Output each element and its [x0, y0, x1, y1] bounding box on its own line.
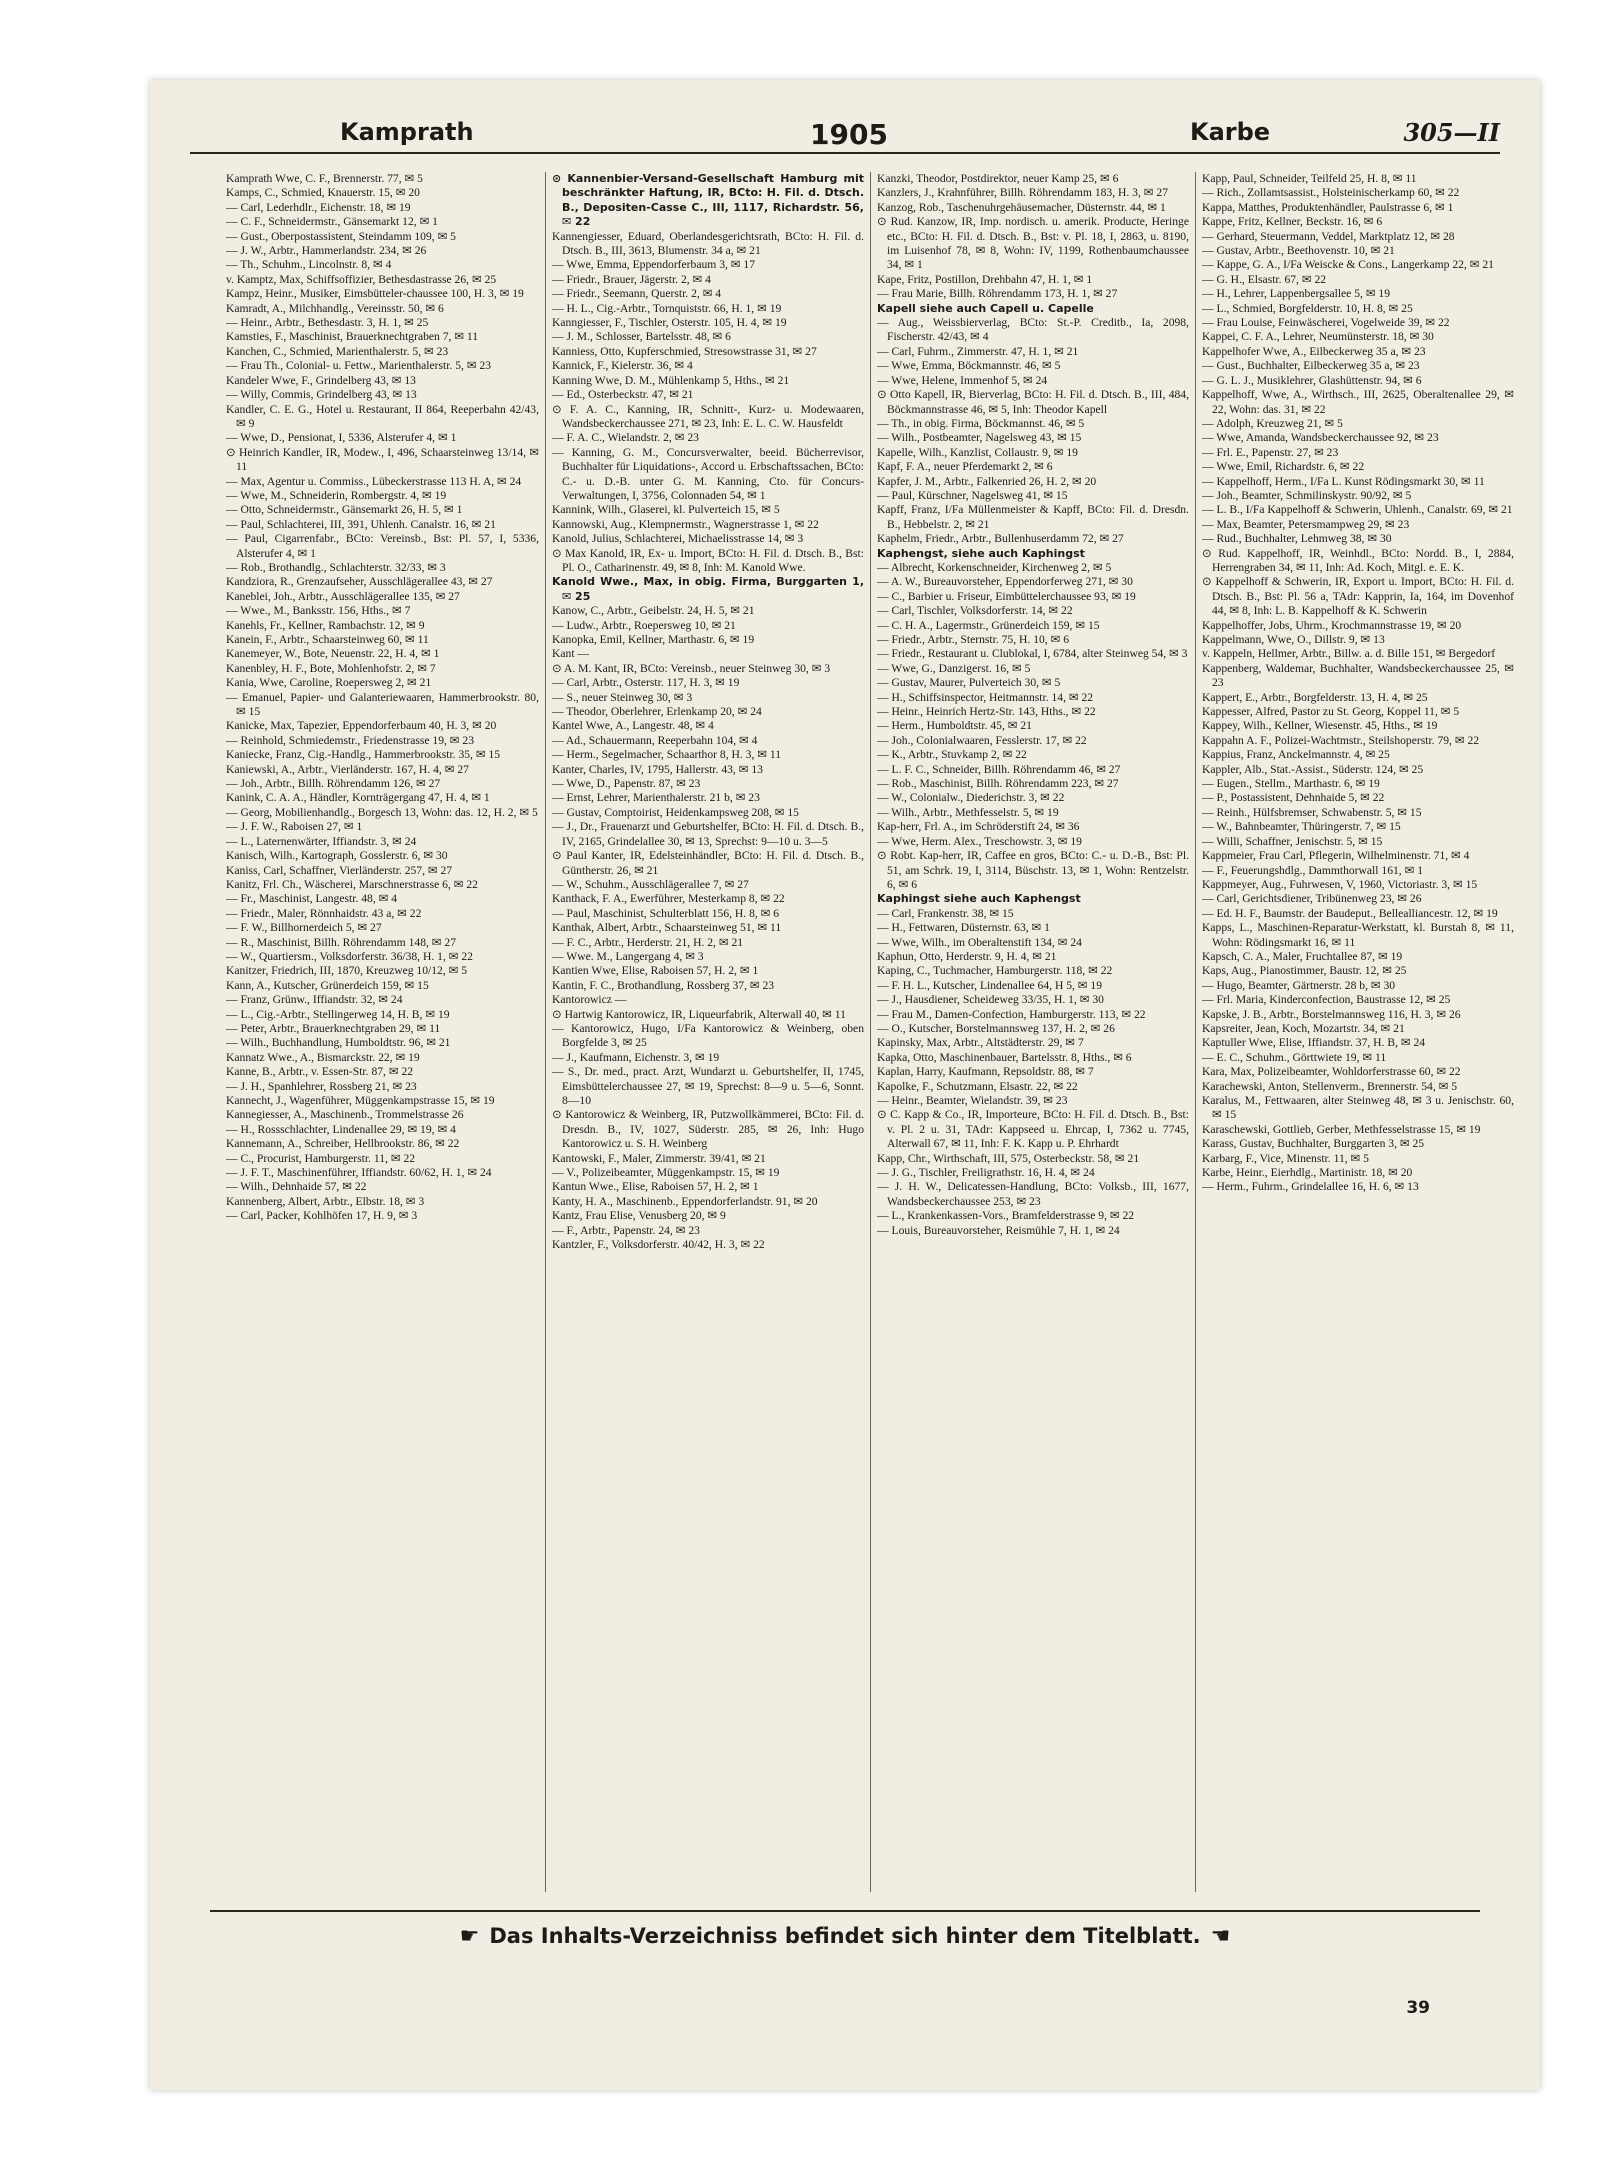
column-3 [870, 172, 1195, 1892]
directory-entry: — Max, Beamter, Petersmampweg 29, ✉ 23 [1202, 517, 1410, 531]
directory-entry: — Wilh., Buchhandlung, Humboldtstr. 96, ✉ 21 [226, 1036, 451, 1050]
directory-entry: Kannecht, J., Wagenführer, Müggenkampstrasse 15, ✉ 19 [226, 1094, 495, 1107]
directory-entry: Kaplan, Harry, Kaufmann, Repsoldstr. 88, ✉ 7 [877, 1065, 1094, 1079]
directory-entry: Kannemann, A., Schreiber, Hellbrookstr. 86, ✉ 22 [226, 1137, 460, 1151]
directory-entry: Kanink, C. A. A., Händler, Kornträgergang 47, H. 4, ✉ 1 [226, 791, 490, 805]
directory-entry: Karalus, M., Fettwaaren, alter Steinweg 48, ✉ 3 u. Jenischstr. 60, ✉ 15 [1202, 1094, 1514, 1122]
directory-entry: Kanning Wwe, D. M., Mühlenkamp 5, Hths., ✉ 21 [552, 373, 790, 387]
directory-entry: — Friedr., Restaurant u. Clublokal, I, 6784, alter Steinweg 54, ✉ 3 [877, 647, 1188, 661]
directory-entry: — Th., Schuhm., Lincolnstr. 8, ✉ 4 [226, 258, 392, 272]
directory-entry: ⊙ Robt. Kap-herr, IR, Caffee en gros, BCto: C.- u. D.-B., Bst: Pl. 51, am Schrk. 19, I, 3114, Büschstr. 13, ✉ 1, Wohn: Rentzelstr. 6, ✉ 6 [877, 849, 1189, 891]
directory-entry: — Georg, Mobilienhandlg., Borgesch 13, Wohn: das. 12, H. 2, ✉ 5 [226, 805, 538, 819]
column-4 [1195, 172, 1520, 1892]
directory-entry: — Wilh., Arbtr., Methfesselstr. 5, ✉ 19 [877, 805, 1059, 819]
directory-entry: Kanein, F., Arbtr., Schaarsteinweg 60, ✉ 11 [226, 633, 429, 646]
directory-entry: Kaphelm, Friedr., Arbtr., Bullenhuserdamm 72, ✉ 27 [877, 532, 1124, 546]
directory-entry: — F., Feuerungshdlg., Dammthorwall 161, ✉ 1 [1202, 863, 1423, 877]
directory-entry: — Heinr., Beamter, Wielandstr. 39, ✉ 23 [877, 1094, 1068, 1107]
directory-entry: — Hugo, Beamter, Gärtnerstr. 28 b, ✉ 30 [1202, 978, 1396, 992]
directory-entry: Kanow, C., Arbtr., Geibelstr. 24, H. 5, ✉ 21 [552, 604, 755, 618]
directory-entry: — Aug., Weissbierverlag, BCto: St.-P. Creditb., Ia, 2098, Fischerstr. 42/43, ✉ 4 [877, 316, 1189, 344]
directory-entry: — Theodor, Oberlehrer, Erlenkamp 20, ✉ 24 [552, 705, 762, 719]
directory-entry: — Wwe, Emil, Richardstr. 6, ✉ 22 [1202, 460, 1365, 474]
directory-entry: — Herm., Segelmacher, Schaarthor 8, H. 3, ✉ 11 [552, 748, 782, 762]
directory-entry: — Gustav, Arbtr., Beethovenstr. 10, ✉ 21 [1202, 244, 1395, 258]
directory-entry: Kappe, Fritz, Kellner, Beckstr. 16, ✉ 6 [1202, 215, 1383, 229]
directory-entry: — W., Bahnbeamter, Thüringerstr. 7, ✉ 15 [1202, 820, 1401, 834]
directory-entry: Kanne, B., Arbtr., v. Essen-Str. 87, ✉ 22 [226, 1065, 414, 1079]
directory-entry: — Wwe, Helene, Immenhof 5, ✉ 24 [877, 373, 1048, 387]
directory-entry: Kanitzer, Friedrich, III, 1870, Kreuzweg 10/12, ✉ 5 [226, 964, 468, 978]
directory-entry: — Wwe, Wilh., im Oberaltenstift 134, ✉ 24 [877, 935, 1082, 949]
directory-entry: Kannegiesser, A., Maschinenb., Trommelstrasse 26 [226, 1108, 464, 1122]
directory-entry: Kaptuller Wwe, Elise, Iffiandstr. 37, H. B, ✉ 24 [1202, 1036, 1426, 1050]
directory-entry: Kanicke, Max, Tapezier, Eppendorferbaum 40, H. 3, ✉ 20 [226, 719, 497, 733]
directory-entry: Kapinsky, Max, Arbtr., Altstädterstr. 29, ✉ 7 [877, 1036, 1084, 1050]
directory-entry: — C., Procurist, Hamburgerstr. 11, ✉ 22 [226, 1151, 416, 1165]
directory-entry: ⊙ Otto Kapell, IR, Bierverlag, BCto: H. Fil. d. Dtsch. B., III, 484, Böckmannstrasse 46, ✉ 5, Inh: Theodor Kapell [877, 388, 1189, 416]
directory-entry: — Wilh., Postbeamter, Nagelsweg 43, ✉ 15 [877, 431, 1082, 445]
directory-entry: — Adolph, Kreuzweg 21, ✉ 5 [1202, 416, 1343, 430]
directory-entry: — Joh., Arbtr., Billh. Röhrendamm 126, ✉ 27 [226, 777, 441, 791]
directory-entry: Kaphun, Otto, Herderstr. 9, H. 4, ✉ 21 [877, 949, 1057, 963]
directory-entry: — Paul, Cigarrenfabr., BCto: Vereinsb., Bst: Pl. 57, I, 5336, Alsterufer 4, ✉ 1 [226, 532, 539, 560]
directory-entry: Karachewski, Anton, Stellenverm., Brennerstr. 54, ✉ 5 [1202, 1079, 1458, 1093]
directory-entry: Karass, Gustav, Buchhalter, Burggarten 3, ✉ 25 [1202, 1137, 1425, 1151]
directory-entry: Kapff, Franz, I/Fa Müllenmeister & Kapff, BCto: Fil. d. Dresdn. B., Hebbelstr. 2, ✉ 21 [877, 503, 1189, 531]
directory-entry: ⊙ A. M. Kant, IR, BCto: Vereinsb., neuer Steinweg 30, ✉ 3 [552, 661, 831, 675]
directory-entry: Kamsties, F., Maschinist, Brauerknechtgraben 7, ✉ 11 [226, 330, 479, 344]
directory-entry: — Th., in obig. Firma, Böckmannst. 46, ✉ 5 [877, 416, 1085, 430]
directory-entry: v. Kappeln, Hellmer, Arbtr., Billw. a. d. Bille 151, ✉ Bergedorf [1202, 647, 1496, 661]
directory-entry: Kapfer, J. M., Arbtr., Falkenried 26, H. 2, ✉ 20 [877, 474, 1097, 488]
directory-entry: — L., Krankenkassen-Vors., Bramfelderstrasse 9, ✉ 22 [877, 1209, 1135, 1223]
directory-entry: Kamprath Wwe, C. F., Brennerstr. 77, ✉ 5 [226, 172, 423, 185]
header-year: 1905 [810, 118, 888, 151]
directory-entry: — J., Kaufmann, Eichenstr. 3, ✉ 19 [552, 1050, 720, 1064]
directory-entry: — H., Schiffsinspector, Heitmannstr. 14, ✉ 22 [877, 690, 1094, 704]
directory-entry: — W., Schuhm., Ausschlägerallee 7, ✉ 27 [552, 877, 749, 891]
directory-entry: — Louis, Bureauvorsteher, Reismühle 7, H. 1, ✉ 24 [877, 1223, 1120, 1237]
directory-entry: Kap-herr, Frl. A., im Schröderstift 24, ✉ 36 [877, 820, 1080, 834]
directory-entry: — L., Schmied, Borgfelderstr. 10, H. 8, ✉ 25 [1202, 301, 1413, 315]
page-header [190, 118, 1500, 154]
directory-entry: — Gustav, Maurer, Pulverteich 30, ✉ 5 [877, 676, 1061, 690]
directory-entry: ⊙ Max Kanold, IR, Ex- u. Import, BCto: H. Fil. d. Dtsch. B., Bst: Pl. O., Catharinenstr. 49, ✉ 8, Inh: M. Kanold Wwe. [552, 546, 864, 574]
directory-entry: — J. H., Spanhlehrer, Rossberg 21, ✉ 23 [226, 1079, 417, 1093]
directory-entry: Kantz, Frau Elise, Venusberg 20, ✉ 9 [552, 1209, 726, 1223]
directory-entry: — E. C., Schuhm., Görttwiete 19, ✉ 11 [1202, 1050, 1387, 1064]
directory-entry: — L. F. C., Schneider, Billh. Röhrendamm 46, ✉ 27 [877, 762, 1121, 776]
directory-entry: Kanthack, F. A., Ewerführer, Mesterkamp 8, ✉ 22 [552, 892, 785, 906]
directory-entry: ⊙ C. Kapp & Co., IR, Importeure, BCto: H. Fil. d. Dtsch. B., Bst: v. Pl. 2 u. 31, TAdr: Kappseed u. Ehrcap, I, 7362 u. 7745, Alterwall 67, ✉ 11, Inh: F. K. Kapp u. P. Ehrhardt [877, 1108, 1189, 1151]
directory-entry: Kannowski, Aug., Klempnermstr., Wagnerstrasse 1, ✉ 22 [552, 517, 819, 531]
directory-entry: — Albrecht, Korkenschneider, Kirchenweg 2, ✉ 5 [877, 560, 1112, 574]
directory-entry: — Frau Marie, Billh. Röhrendamm 173, H. 1, ✉ 27 [877, 287, 1118, 301]
directory-entry: Kapf, F. A., neuer Pferdemarkt 2, ✉ 6 [877, 460, 1053, 474]
directory-entry: Kanisch, Wilh., Kartograph, Gosslerstr. 6, ✉ 30 [226, 849, 448, 863]
directory-entry: Kantun Wwe., Elise, Raboisen 57, H. 2, ✉ 1 [552, 1180, 759, 1194]
directory-entry: Kappahn A. F., Polizei-Wachtmstr., Steilshoperstr. 79, ✉ 22 [1202, 733, 1480, 747]
directory-entry: — Gustav, Comptoirist, Heidenkampsweg 208, ✉ 15 [552, 805, 799, 819]
directory-entry: Kappenberg, Waldemar, Buchhalter, Wandsbeckerchaussee 25, ✉ 23 [1202, 661, 1514, 690]
directory-entry: Kapsch, C. A., Maler, Fruchtallee 87, ✉ 19 [1202, 949, 1403, 963]
directory-entry: — G. H., Elsastr. 67, ✉ 22 [1202, 272, 1327, 286]
directory-entry: Kappmeier, Frau Carl, Pflegerin, Wilhelminenstr. 71, ✉ 4 [1202, 849, 1470, 863]
directory-entry: — F. A. C., Wielandstr. 2, ✉ 23 [552, 431, 699, 445]
directory-entry: — C. F., Schneidermstr., Gänsemarkt 12, ✉ 1 [226, 215, 438, 229]
directory-entry: — S., neuer Steinweg 30, ✉ 3 [552, 690, 693, 704]
directory-entry: — C., Barbier u. Friseur, Eimbüttelerchaussee 93, ✉ 19 [877, 589, 1136, 603]
directory-entry: — W., Quartiersm., Volksdorferstr. 36/38, H. 1, ✉ 22 [226, 949, 473, 963]
directory-entry: ⊙ Heinrich Kandler, IR, Modew., I, 496, Schaarsteinweg 13/14, ✉ 11 [226, 445, 539, 474]
directory-entry: Kappmeyer, Aug., Fuhrwesen, V, 1960, Victoriastr. 3, ✉ 15 [1202, 877, 1478, 891]
directory-entry: — Carl, Gerichtsdiener, Tribünenweg 23, ✉ 26 [1202, 892, 1422, 906]
directory-entry: v. Kamptz, Max, Schiffsoffizier, Bethesdastrasse 26, ✉ 25 [226, 272, 497, 286]
directory-entry: — Franz, Grünw., Iffiandstr. 32, ✉ 24 [226, 993, 403, 1007]
header-first-name: Kamprath [340, 118, 474, 146]
directory-entry: Kappei, C. F. A., Lehrer, Neumünsterstr. 18, ✉ 30 [1202, 330, 1434, 344]
directory-entry: — P., Postassistent, Dehnhaide 5, ✉ 22 [1202, 791, 1385, 805]
directory-entry: Kaping, C., Tuchmacher, Hamburgerstr. 118, ✉ 22 [877, 964, 1113, 978]
directory-entry: — Rob., Brothandlg., Schlachterstr. 32/33, ✉ 3 [226, 560, 446, 574]
footer-rule [210, 1910, 1480, 1912]
directory-entry: — Carl, Packer, Kohlhöfen 17, H. 9, ✉ 3 [226, 1209, 418, 1223]
footer-notice [150, 1924, 1540, 1949]
directory-entry: — Wwe. M., Langergang 4, ✉ 3 [552, 949, 704, 963]
directory-entry: — Wwe, Amanda, Wandsbeckerchaussee 92, ✉ 23 [1202, 431, 1439, 445]
directory-entry: Kaniewski, A., Arbtr., Vierländerstr. 167, H. 4, ✉ 27 [226, 762, 469, 776]
directory-entry: — J., Hausdiener, Scheideweg 33/35, H. 1, ✉ 30 [877, 993, 1104, 1007]
directory-entry: Karaschewski, Gottlieb, Gerber, Methfesselstrasse 15, ✉ 19 [1202, 1122, 1481, 1136]
directory-entry: — Frau Louise, Feinwäscherei, Vogelweide 39, ✉ 22 [1202, 316, 1450, 330]
directory-entry: Kanty, H. A., Maschinenb., Eppendorferlandstr. 91, ✉ 20 [552, 1194, 818, 1208]
directory-entry: — Wilh., Dehnhaide 57, ✉ 22 [226, 1180, 367, 1194]
directory-entry: — Kappe, G. A., I/Fa Weiscke & Cons., Langerkamp 22, ✉ 21 [1202, 258, 1494, 272]
directory-entry: Kapske, J. B., Arbtr., Borstelmannsweg 116, H. 3, ✉ 26 [1202, 1007, 1461, 1021]
directory-entry: Kanemeyer, W., Bote, Neuenstr. 22, H. 4, ✉ 1 [226, 647, 440, 661]
directory-entry: Kaniecke, Franz, Cig.-Handlg., Hammerbrookstr. 35, ✉ 15 [226, 748, 501, 762]
directory-entry: — O., Kutscher, Borstelmannsweg 137, H. 2, ✉ 26 [877, 1021, 1115, 1035]
directory-entry: — V., Polizeibeamter, Müggenkampstr. 15, ✉ 19 [552, 1166, 780, 1180]
footer-page-number: 39 [1406, 1998, 1430, 2018]
directory-entry: Kapps, L., Maschinen-Reparatur-Werkstatt, kl. Burstah 8, ✉ 11, Wohn: Rödingsmarkt 16, ✉ 11 [1202, 921, 1514, 949]
directory-entry: — Kanning, G. M., Concursverwalter, beeid. Bücherrevisor, Buchhalter für Liquidations-, Accord u. Erbschaftssachen, BCto: C.- u. D.-B. unter G. M. Kanning, Cto. für Concurs-Verwaltungen, I, 3756, Colonnaden 54, ✉ 1 [552, 445, 864, 502]
directory-entry: Kantowski, F., Maler, Zimmerstr. 39/41, ✉ 21 [552, 1151, 766, 1165]
directory-entry: Kannink, Wilh., Glaserei, kl. Pulverteich 15, ✉ 5 [552, 503, 780, 517]
directory-entry: — A. W., Bureauvorsteher, Eppendorferweg 271, ✉ 30 [877, 575, 1133, 589]
directory-entry: Kara, Max, Polizeibeamter, Wohldorferstrasse 60, ✉ 22 [1202, 1065, 1461, 1079]
directory-entry: Kappelhofer Wwe, A., Eilbeckerweg 35 a, ✉ 23 [1202, 344, 1426, 358]
directory-entry: ⊙ Kannenbier-Versand-Gesellschaft Hamburg mit beschränkter Haftung, IR, BCto: H. Fil. d. Dtsch. B., Depositen-Casse C., III, 1117, Richardstr. 56, ✉ 22 [552, 172, 864, 229]
directory-entry: — J., Dr., Frauenarzt und Geburtshelfer, BCto: H. Fil. d. Dtsch. B., IV, 2165, Grindelallee 30, ✉ 13, Sprechst: 9—10 u. 3—5 [552, 820, 864, 848]
directory-entry: — J. F. W., Raboisen 27, ✉ 1 [226, 820, 363, 834]
directory-entry: — Friedr., Seemann, Querstr. 2, ✉ 4 [552, 287, 722, 301]
directory-entry: — Joh., Beamter, Schmilinskystr. 90/92, ✉ 5 [1202, 488, 1412, 502]
directory-entry: Kanold Wwe., Max, in obig. Firma, Burggarten 1, ✉ 25 [552, 575, 864, 603]
directory-entry: Kannenberg, Albert, Arbtr., Elbstr. 18, ✉ 3 [226, 1194, 425, 1208]
directory-entry: — Friedr., Brauer, Jägerstr. 2, ✉ 4 [552, 272, 711, 286]
directory-entry: ⊙ Kappelhoff & Schwerin, IR, Export u. Import, BCto: H. Fil. d. Dtsch. B., Bst: Pl. 56 a, TAdr: Kapprin, Ia, 164, im Dovenhof 44, ✉ 8, Inh: L. B. Kappelhoff & K. Schwerin [1202, 575, 1514, 618]
directory-entry: — W., Colonialw., Diederichstr. 3, ✉ 22 [877, 791, 1065, 805]
directory-entry: Kantel Wwe, A., Langestr. 48, ✉ 4 [552, 719, 714, 733]
directory-entry: — Ludw., Arbtr., Roepersweg 10, ✉ 21 [552, 618, 736, 632]
directory-entry: — Heinr., Heinrich Hertz-Str. 143, Hths., ✉ 22 [877, 705, 1096, 719]
directory-entry: — H., Fettwaren, Düsternstr. 63, ✉ 1 [877, 921, 1050, 935]
directory-entry: Kanchen, C., Schmied, Marienthalerstr. 5, ✉ 23 [226, 344, 449, 358]
directory-entry: Kandeler Wwe, F., Grindelberg 43, ✉ 13 [226, 373, 416, 387]
directory-entry: ⊙ Hartwig Kantorowicz, IR, Liqueurfabrik, Alterwall 40, ✉ 11 [552, 1007, 846, 1021]
directory-entry: — S., Dr. med., pract. Arzt, Wundarzt u. Geburtshelfer, II, 1745, Eimsbüttelerchaussee 27, ✉ 19, Sprechst: 8—9 u. 5—6, Sonnt. 8—10 [552, 1065, 864, 1107]
directory-entry: Kanold, Julius, Schlachterei, Michaelisstrasse 14, ✉ 3 [552, 532, 804, 546]
directory-entry: Kanthak, Albert, Arbtr., Schaarsteinweg 51, ✉ 11 [552, 921, 782, 935]
directory-entry: — Kantorowicz, Hugo, I/Fa Kantorowicz & Weinberg, oben Borgfelde 3, ✉ 25 [552, 1021, 864, 1050]
directory-entry: Kanter, Charles, IV, 1795, Hallerstr. 43, ✉ 13 [552, 762, 763, 776]
column-1 [220, 172, 545, 1892]
directory-entry: — Wwe, Emma, Böckmannstr. 46, ✉ 5 [877, 359, 1061, 373]
directory-entry: — F. C., Arbtr., Herderstr. 21, H. 2, ✉ 21 [552, 935, 744, 949]
directory-entry: — J. M., Schlosser, Bartelsstr. 48, ✉ 6 [552, 330, 731, 344]
directory-entry: Kaphengst, siehe auch Kaphingst [877, 546, 1085, 560]
directory-entry: Kamps, C., Schmied, Knauerstr. 15, ✉ 20 [226, 186, 420, 200]
directory-entry: ⊙ Kantorowicz & Weinberg, IR, Putzwollkämmerei, BCto: Fil. d. Dresdn. B., IV, 1027, Süderstr. 285, ✉ 26, Inh: Hugo Kantorowicz u. S. H. Weinberg [552, 1108, 864, 1151]
directory-entry: Kappelhoffer, Jobs, Uhrm., Krochmannstrasse 19, ✉ 20 [1202, 618, 1462, 632]
directory-entry: Kapp, Chr., Wirthschaft, III, 575, Osterbeckstr. 58, ✉ 21 [877, 1151, 1140, 1165]
directory-entry: — Heinr., Arbtr., Bethesdastr. 3, H. 1, ✉ 25 [226, 316, 429, 330]
directory-entry: Kant — [552, 647, 590, 661]
directory-entry: — Emanuel, Papier- und Galanteriewaaren, Hammerbrookstr. 80, ✉ 15 [226, 690, 539, 719]
directory-entry: Kannengiesser, Eduard, Oberlandesgerichtsrath, BCto: H. Fil. d. Dtsch. B., III, 3613, Blumenstr. 34 a, ✉ 21 [552, 229, 864, 258]
directory-entry: — Paul, Schlachterei, III, 391, Uhlenh. Canalstr. 16, ✉ 21 [226, 517, 496, 531]
directory-entry: Kanenbley, H. F., Bote, Mohlenhofstr. 2, ✉ 7 [226, 661, 436, 675]
pointing-hand-left-icon: ☚ [1210, 1924, 1231, 1949]
directory-entry: — Gerhard, Steuermann, Veddel, Marktplatz 12, ✉ 28 [1202, 229, 1455, 243]
directory-entry: Karbarg, F., Vice, Minenstr. 11, ✉ 5 [1202, 1151, 1369, 1165]
directory-entry: ⊙ Paul Kanter, IR, Edelsteinhändler, BCto: H. Fil. d. Dtsch. B., Güntherstr. 26, ✉ 21 [552, 849, 864, 877]
directory-entry: Kappey, Wilh., Kellner, Wiesenstr. 45, Hths., ✉ 19 [1202, 719, 1438, 733]
directory-entry: Kanngiesser, F., Tischler, Osterstr. 105, H. 4, ✉ 19 [552, 316, 787, 330]
directory-entry: — Friedr., Maler, Rönnhaidstr. 43 a, ✉ 22 [226, 906, 422, 920]
directory-entry: — Rich., Zollamtsassist., Holsteinischerkamp 60, ✉ 22 [1202, 186, 1460, 200]
directory-entry: — Ad., Schauermann, Reeperbahn 104, ✉ 4 [552, 733, 758, 747]
directory-entry: — Frl. Maria, Kinderconfection, Baustrasse 12, ✉ 25 [1202, 993, 1451, 1007]
directory-entry: — L., Laternenwärter, Iffiandstr. 3, ✉ 24 [226, 834, 417, 848]
directory-entry: — G. L. J., Musiklehrer, Glashüttenstr. 94, ✉ 6 [1202, 373, 1422, 387]
directory-entry: — Fr., Maschinist, Langestr. 48, ✉ 4 [226, 892, 398, 906]
directory-entry: — Wwe, G., Danzigerst. 16, ✉ 5 [877, 661, 1031, 675]
directory-entry: — H., Rossschlachter, Lindenallee 29, ✉ 19, ✉ 4 [226, 1122, 456, 1136]
directory-entry: — J. W., Arbtr., Hammerlandstr. 234, ✉ 26 [226, 244, 427, 258]
directory-entry: Kann, A., Kutscher, Grünerdeich 159, ✉ 15 [226, 978, 429, 992]
directory-entry: — H., Lehrer, Lappenbergsallee 5, ✉ 19 [1202, 287, 1391, 301]
directory-entry: — H. L., Cig.-Arbtr., Tornquiststr. 66, H. 1, ✉ 19 [552, 301, 782, 315]
directory-entry: Kantien Wwe, Elise, Raboisen 57, H. 2, ✉ 1 [552, 964, 759, 978]
directory-entry: Kappius, Franz, Anckelmannstr. 4, ✉ 25 [1202, 748, 1390, 762]
directory-entry: — R., Maschinist, Billh. Röhrendamm 148, ✉ 27 [226, 935, 456, 949]
directory-entry: Kampz, Heinr., Musiker, Eimsbütteler-chaussee 100, H. 3, ✉ 19 [226, 287, 524, 301]
directory-entry: Kamradt, A., Milchhandlg., Vereinsstr. 50, ✉ 6 [226, 301, 444, 315]
directory-entry: — Herm., Fuhrm., Grindelallee 16, H. 6, ✉ 13 [1202, 1180, 1419, 1194]
directory-page [150, 80, 1540, 2090]
directory-entry: Karbe, Heinr., Eierhdlg., Martinistr. 18, ✉ 20 [1202, 1166, 1413, 1180]
directory-entry: — Carl, Arbtr., Osterstr. 117, H. 3, ✉ 19 [552, 676, 740, 690]
directory-entry: — Paul, Maschinist, Schulterblatt 156, H. 8, ✉ 6 [552, 906, 780, 920]
directory-entry: — Reinh., Hülfsbremser, Schwabenstr. 5, ✉ 15 [1202, 805, 1422, 819]
directory-entry: — Eugen., Stellm., Marthastr. 6, ✉ 19 [1202, 777, 1380, 791]
directory-entry: Kaneblei, Joh., Arbtr., Ausschlägerallee 135, ✉ 27 [226, 589, 460, 603]
directory-entry: — Carl, Tischler, Volksdorferstr. 14, ✉ 22 [877, 604, 1073, 618]
directory-entry: — J. G., Tischler, Freiligrathstr. 16, H. 4, ✉ 24 [877, 1166, 1095, 1180]
column-2 [545, 172, 870, 1892]
directory-entry: — Paul, Kürschner, Nagelsweg 41, ✉ 15 [877, 488, 1068, 502]
directory-entry: — Kappelhoff, Herm., I/Fa L. Kunst Rödingsmarkt 30, ✉ 11 [1202, 474, 1485, 488]
directory-entry: — J. H. W., Delicatessen-Handlung, BCto: Volksb., III, 1677, Wandsbeckerchaussee 253, ✉ 23 [877, 1180, 1189, 1208]
directory-entry: Kappert, E., Arbtr., Borgfelderstr. 13, H. 4, ✉ 25 [1202, 690, 1428, 704]
directory-entry: — Wwe, D., Papenstr. 87, ✉ 23 [552, 777, 701, 791]
directory-entry: — Ed. H. F., Baumstr. der Baudeput., Bellealliancestr. 12, ✉ 19 [1202, 906, 1498, 920]
pointing-hand-right-icon: ☛ [459, 1924, 480, 1949]
directory-entry: Kandler, C. E. G., Hotel u. Restaurant, II 864, Reeperbahn 42/43, ✉ 9 [226, 402, 539, 430]
directory-entry: — F., Arbtr., Papenstr. 24, ✉ 23 [552, 1223, 700, 1237]
directory-entry: Kaniss, Carl, Schaffner, Vierländerstr. 257, ✉ 27 [226, 863, 453, 877]
directory-entry: — Wwe, Emma, Eppendorferbaum 3, ✉ 17 [552, 258, 755, 272]
directory-entry: Kappler, Alb., Stat.-Assist., Süderstr. 124, ✉ 25 [1202, 762, 1424, 776]
directory-entry: — Willy, Commis, Grindelberg 43, ✉ 13 [226, 388, 417, 402]
directory-entry: — J. F. T., Maschinenführer, Iffiandstr. 60/62, H. 1, ✉ 24 [226, 1166, 492, 1180]
directory-entry: Kanzlers, J., Krahnführer, Billh. Röhrendamm 183, H. 3, ✉ 27 [877, 186, 1168, 200]
directory-entry: — Friedr., Arbtr., Sternstr. 75, H. 10, ✉ 6 [877, 633, 1069, 646]
directory-entry: — Frau Th., Colonial- u. Fettw., Marienthalerstr. 5, ✉ 23 [226, 359, 492, 373]
directory-entry: — Rob., Maschinist, Billh. Röhrendamm 223, ✉ 27 [877, 777, 1119, 791]
directory-entry: — Max, Agentur u. Commiss., Lübeckerstrasse 113 H. A, ✉ 24 [226, 474, 522, 488]
directory-entry: Kanitz, Frl. Ch., Wäscherei, Marschnerstrasse 6, ✉ 22 [226, 877, 478, 891]
directory-entry: — Joh., Colonialwaaren, Fesslerstr. 17, ✉ 22 [877, 733, 1087, 747]
directory-entry: Kantorowicz — [552, 993, 627, 1007]
directory-entry: — Carl, Frankenstr. 38, ✉ 15 [877, 906, 1014, 920]
directory-entry: Kapell siehe auch Capell u. Capelle [877, 301, 1094, 315]
directory-entry: — Rud., Buchhalter, Lehmweg 38, ✉ 30 [1202, 532, 1392, 546]
directory-entry: Kannick, F., Kielerstr. 36, ✉ 4 [552, 359, 693, 373]
directory-entry: Kanniess, Otto, Kupferschmied, Stresowstrasse 31, ✉ 27 [552, 344, 817, 358]
directory-entry: — Willi, Schaffner, Jenischstr. 5, ✉ 15 [1202, 834, 1383, 848]
directory-entry: Kapolke, F., Schutzmann, Elsastr. 22, ✉ 22 [877, 1079, 1078, 1093]
directory-entry: Kappesser, Alfred, Pastor zu St. Georg, Koppel 11, ✉ 5 [1202, 705, 1460, 719]
directory-entry: Kantin, F. C., Brothandlung, Rossberg 37, ✉ 23 [552, 978, 775, 992]
directory-entry: — Carl, Fuhrm., Zimmerstr. 47, H. 1, ✉ 21 [877, 344, 1079, 358]
directory-entry: ⊙ Rud. Kappelhoff, IR, Weinhdl., BCto: Nordd. B., I, 2884, Herrengraben 34, ✉ 11, Inh: Ad. Koch, Mitgl. e. E. K. [1202, 546, 1514, 574]
directory-entry: Kanzog, Rob., Taschenuhrgehäusemacher, Düsternstr. 44, ✉ 1 [877, 200, 1166, 214]
directory-entry: — Herm., Humboldtstr. 45, ✉ 21 [877, 719, 1032, 733]
directory-entry: — F. H. L., Kutscher, Lindenallee 64, H 5, ✉ 19 [877, 978, 1103, 992]
directory-entry: — Ernst, Lehrer, Marienthalerstr. 21 b, ✉ 23 [552, 791, 760, 805]
directory-entry: — K., Arbtr., Stuvkamp 2, ✉ 22 [877, 748, 1027, 762]
directory-entry: Kapelle, Wilh., Kanzlist, Collaustr. 9, ✉ 19 [877, 445, 1078, 459]
directory-entry: — Ed., Osterbeckstr. 47, ✉ 21 [552, 388, 694, 402]
directory-entry: — Gust., Oberpostassistent, Steindamm 109, ✉ 5 [226, 229, 456, 243]
directory-entry: Kanzki, Theodor, Postdirektor, neuer Kamp 25, ✉ 6 [877, 172, 1119, 185]
directory-entry: — Wwe, M., Schneiderin, Rombergstr. 4, ✉ 19 [226, 488, 447, 502]
directory-entry: — L., Cig.-Arbtr., Stellingerweg 14, H. B, ✉ 19 [226, 1007, 450, 1021]
directory-entry: Kappa, Matthes, Produktenhändler, Paulstrasse 6, ✉ 1 [1202, 200, 1454, 214]
directory-entry: — Frau M., Damen-Confection, Hamburgerstr. 113, ✉ 22 [877, 1007, 1146, 1021]
header-page-number: 305—II [1403, 118, 1500, 147]
directory-entry: Kapp, Paul, Schneider, Teilfeld 25, H. 8, ✉ 11 [1202, 172, 1417, 185]
directory-entry: Kantzler, F., Volksdorferstr. 40/42, H. 3, ✉ 22 [552, 1238, 765, 1252]
directory-entry: — F. W., Billhornerdeich 5, ✉ 27 [226, 921, 382, 935]
directory-entry: — C. H. A., Lagermstr., Grünerdeich 159, ✉ 15 [877, 618, 1100, 632]
directory-entry: — Peter, Arbtr., Brauerknechtgraben 29, ✉ 11 [226, 1021, 441, 1035]
directory-entry: — Gust., Buchhalter, Eilbeckerweg 35 a, ✉ 23 [1202, 359, 1420, 373]
directory-entry: — Wwe, D., Pensionat, I, 5336, Alsterufer 4, ✉ 1 [226, 431, 457, 445]
directory-entry: — Reinhold, Schmiedemstr., Friedenstrasse 19, ✉ 23 [226, 733, 475, 747]
directory-entry: — Frl. E., Papenstr. 27, ✉ 23 [1202, 445, 1339, 459]
directory-entry: ⊙ Rud. Kanzow, IR, Imp. nordisch. u. amerik. Producte, Heringe etc., BCto: H. Fil. d. Dtsch. B., Bst: v. Pl. 18, I, 2863, u. 8190, im Luisenhof 78, ✉ 8, Wohn: IV, 1199, Rothenbaumchaussee 34, ✉ 1 [877, 215, 1189, 272]
directory-entry: Kandziora, R., Grenzaufseher, Ausschlägerallee 43, ✉ 27 [226, 575, 493, 589]
directory-entry: ⊙ F. A. C., Kanning, IR, Schnitt-, Kurz- u. Modewaaren, Wandsbeckerchaussee 271, ✉ 23, Inh: E. L. C. W. Hausfeldt [552, 402, 864, 430]
directory-entry: Kappelhoff, Wwe, A., Wirthsch., III, 2625, Oberaltenallee 29, ✉ 22, Wohn: das. 31, ✉ 22 [1202, 388, 1514, 416]
header-last-name: Karbe [1190, 118, 1271, 146]
directory-entry: Kannatz Wwe., A., Bismarckstr. 22, ✉ 19 [226, 1050, 420, 1064]
footer-notice-text: Das Inhalts-Verzeichniss befindet sich hinter dem Titelblatt. [489, 1924, 1201, 1948]
directory-entry: Kapka, Otto, Maschinenbauer, Bartelsstr. 8, Hths., ✉ 6 [877, 1050, 1132, 1064]
directory-entry: — Wwe, Herm. Alex., Treschowstr. 3, ✉ 19 [877, 834, 1082, 848]
directory-entry: — Carl, Lederhdlr., Eichenstr. 18, ✉ 19 [226, 200, 411, 214]
directory-entry: Kappelmann, Wwe, O., Dillstr. 9, ✉ 13 [1202, 633, 1385, 646]
directory-entry: Kania, Wwe, Caroline, Roepersweg 2, ✉ 21 [226, 676, 432, 690]
directory-entry: — Otto, Schneidermstr., Gänsemarkt 26, H. 5, ✉ 1 [226, 503, 463, 517]
directory-entry: Kape, Fritz, Postillon, Drehbahn 47, H. 1, ✉ 1 [877, 272, 1093, 286]
directory-entry: Kaps, Aug., Pianostimmer, Baustr. 12, ✉ 25 [1202, 964, 1407, 978]
directory-entry: Kaphingst siehe auch Kaphengst [877, 892, 1081, 906]
directory-columns [220, 172, 1520, 1892]
directory-entry: Kapsreiter, Jean, Koch, Mozartstr. 34, ✉ 21 [1202, 1021, 1405, 1035]
directory-entry: Kanopka, Emil, Kellner, Marthastr. 6, ✉ 19 [552, 633, 755, 646]
directory-entry: Kanehls, Fr., Kellner, Rambachstr. 12, ✉ 9 [226, 618, 425, 632]
directory-entry: — Wwe., M., Banksstr. 156, Hths., ✉ 7 [226, 604, 411, 618]
directory-entry: — L. B., I/Fa Kappelhoff & Schwerin, Uhlenh., Canalstr. 69, ✉ 21 [1202, 503, 1513, 517]
